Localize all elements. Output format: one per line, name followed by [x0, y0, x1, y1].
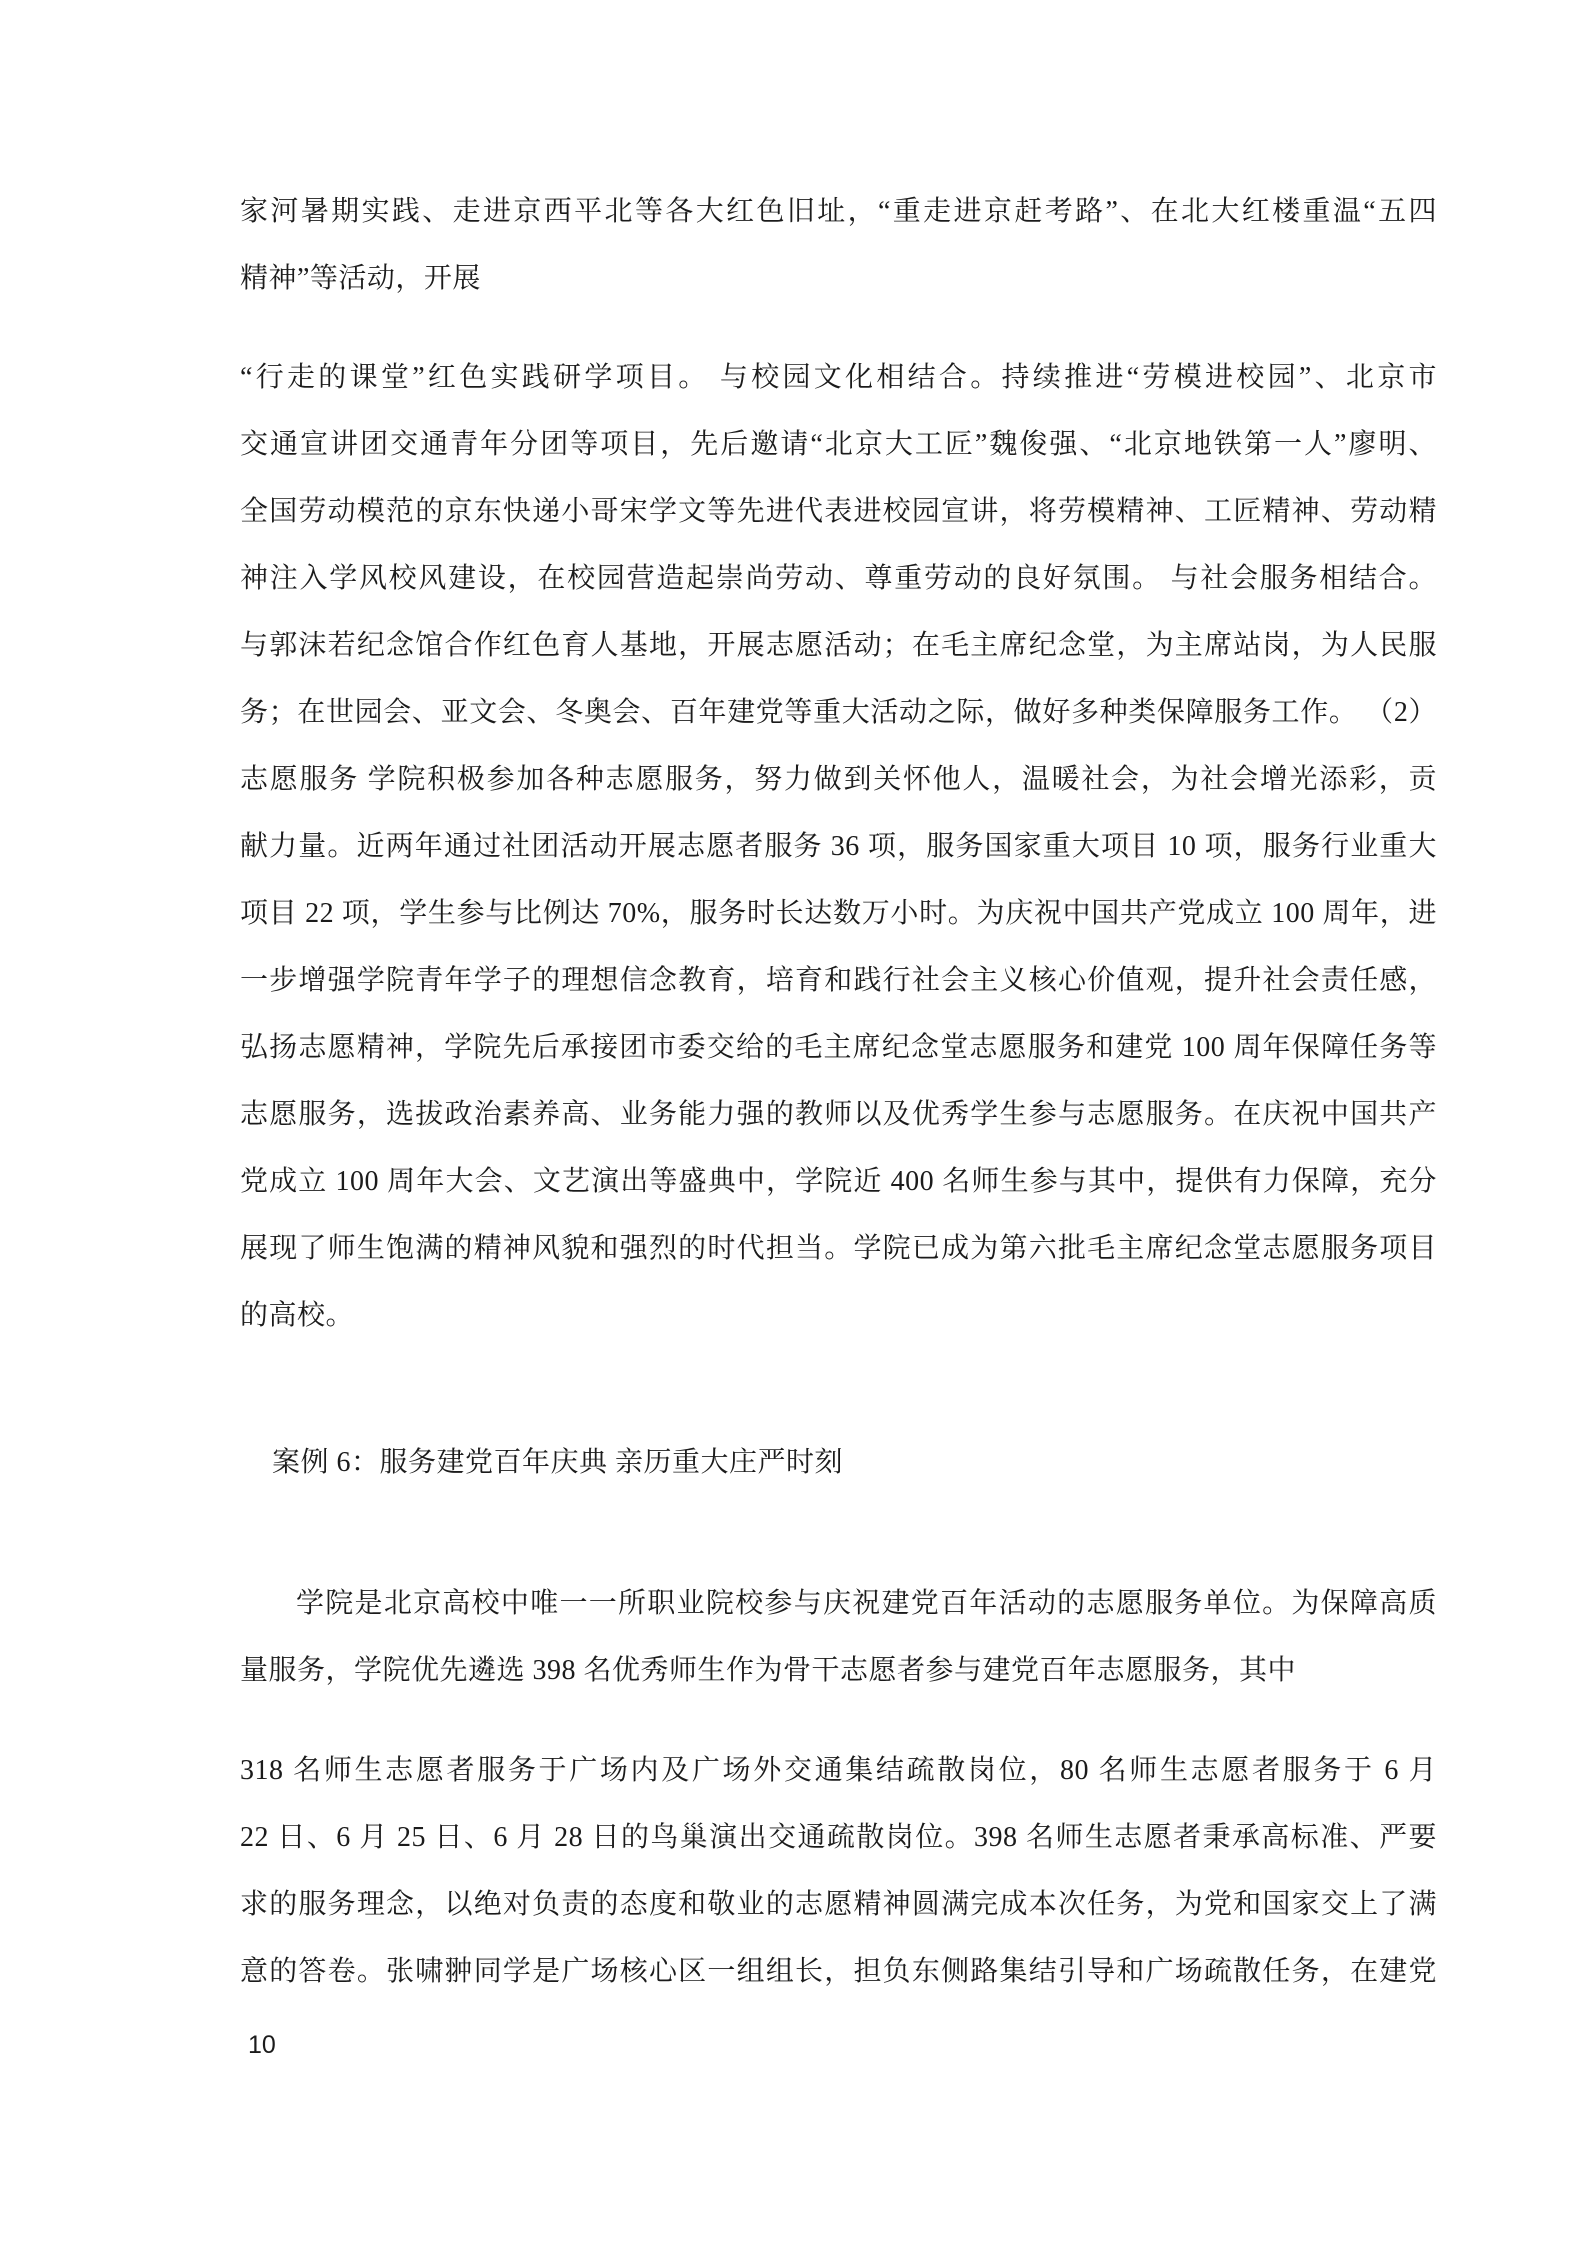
text-line: “行走的课堂”红色实践研学项目。 与校园文化相结合。持续推进“劳模进校园”、北京市 [240, 362, 1437, 393]
text-line: 项目 22 项，学生参与比例达 70%，服务时长达数万小时。为庆祝中国共产党成立 100 周年，进 [240, 898, 1437, 929]
page-number: 10 [248, 2031, 276, 2059]
text-line: 与郭沫若纪念馆合作红色育人基地，开展志愿活动；在毛主席纪念堂，为主席站岗，为人民服 [240, 630, 1437, 661]
paragraph-3 [240, 1570, 1437, 1704]
case-heading [240, 1429, 1437, 1496]
text-line: 意的答卷。张啸翀同学是广场核心区一组组长，担负东侧路集结引导和广场疏散任务，在建党 [240, 1956, 1437, 1987]
text-line: 家河暑期实践、走进京西平北等各大红色旧址，“重走进京赶考路”、在北大红楼重温“五四 [240, 196, 1437, 227]
text-line: 一步增强学院青年学子的理想信念教育，培育和践行社会主义核心价值观，提升社会责任感， [240, 965, 1437, 996]
text-line: 求的服务理念，以绝对负责的态度和敬业的志愿精神圆满完成本次任务，为党和国家交上了满 [240, 1889, 1437, 1920]
paragraph-1 [240, 178, 1437, 312]
text-line: 神注入学风校风建设，在校园营造起崇尚劳动、尊重劳动的良好氛围。 与社会服务相结合。 [240, 563, 1437, 594]
text-line: 交通宣讲团交通青年分团等项目，先后邀请“北京大工匠”魏俊强、“北京地铁第一人”廖明、 [240, 429, 1437, 460]
paragraph-4 [240, 1737, 1437, 2005]
text-line: 学院是北京高校中唯一一所职业院校参与庆祝建党百年活动的志愿服务单位。为保障高质 [296, 1588, 1437, 1619]
text-line: 精神”等活动，开展 [240, 263, 481, 294]
text-line: 展现了师生饱满的精神风貌和强烈的时代担当。学院已成为第六批毛主席纪念堂志愿服务项目 [240, 1233, 1437, 1264]
text-line: 弘扬志愿精神，学院先后承接团市委交给的毛主席纪念堂志愿服务和建党 100 周年保障任务等 [240, 1032, 1437, 1063]
text-line: 量服务，学院优先遴选 398 名优秀师生作为骨干志愿者参与建党百年志愿服务，其中 [240, 1655, 1297, 1686]
text-line: 全国劳动模范的京东快递小哥宋学文等先进代表进校园宣讲，将劳模精神、工匠精神、劳动精 [240, 496, 1437, 527]
paragraph-2 [240, 344, 1437, 1349]
text-line: 党成立 100 周年大会、文艺演出等盛典中，学院近 400 名师生参与其中，提供有力保障，充分 [240, 1166, 1437, 1197]
text-line: 务；在世园会、亚文会、冬奥会、百年建党等重大活动之际，做好多种类保障服务工作。 （2） [240, 697, 1437, 728]
page-content [240, 178, 1437, 2005]
text-line: 志愿服务 学院积极参加各种志愿服务，努力做到关怀他人，温暖社会，为社会增光添彩，贡 [240, 764, 1437, 795]
text-line: 献力量。近两年通过社团活动开展志愿者服务 36 项，服务国家重大项目 10 项，服务行业重大 [240, 831, 1437, 862]
text-line: 的高校。 [240, 1300, 355, 1331]
text-line: 22 日、6 月 25 日、6 月 28 日的鸟巢演出交通疏散岗位。398 名师生志愿者秉承高标准、严要 [240, 1822, 1437, 1853]
text-line: 志愿服务，选拔政治素养高、业务能力强的教师以及优秀学生参与志愿服务。在庆祝中国共产 [240, 1099, 1437, 1130]
text-line: 318 名师生志愿者服务于广场内及广场外交通集结疏散岗位，80 名师生志愿者服务于 6 月 [240, 1755, 1437, 1786]
heading-line: 案例 6：服务建党百年庆典 亲历重大庄严时刻 [272, 1447, 844, 1478]
